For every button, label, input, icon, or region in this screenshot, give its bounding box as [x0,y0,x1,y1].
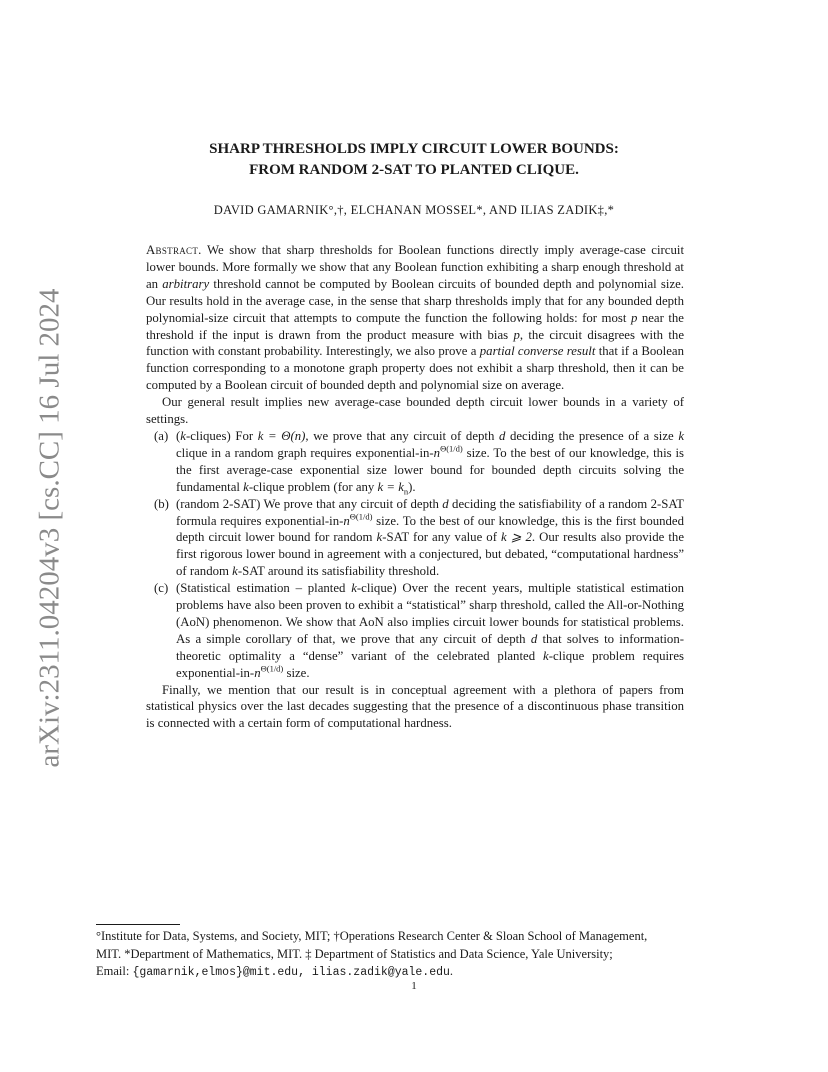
abstract-section [146,242,684,732]
footnote-email: Email: {gamarnik,elmos}@mit.edu, ilias.zadik@yale.edu. [96,964,454,979]
list-item-b: (b) (random 2-SAT) We prove that any circuit of depth d deciding the satisfiability of a random 2-SAT formula requires exponential-$in-n^{\Theta(1/d)}$ size. To the best of our knowledge, this is the first bounded depth circuit lower bound for random k-SAT for any value of k ⩾ 2. Our results also provide the first rigorous lower bound in agreement with a conjectured, but debated, “computational hardness” of random k-SAT around its satisfiability threshold. [154,496,684,579]
footnote [96,928,736,982]
title-line-2: FROM RANDOM 2-SAT TO PLANTED CLIQUE. [249,162,579,178]
author-list: DAVID GAMARNIK°,†, ELCHANAN MOSSEL*, AND ILIAS ZADIK‡,* [213,203,615,217]
list-item-a: (a) (k-cliques) For k = Θ(n), we prove that any circuit of depth d deciding the presence of a size k clique in a random graph requires exponential-$in-n^{\Theta(1/d)}$ size. To the best of our knowledge, this is the first average-case exponential size lower bound for bounded depth circuits solving the fundamental k-clique problem (for any $k = k_n$). [154,428,684,497]
footnote-line-1: °Institute for Data, Systems, and Society, MIT; †Operations Research Center & Sloan School of Management, [96,929,648,943]
abstract-paragraph: Abstract. We show that sharp thresholds for Boolean functions directly imply average-case circuit lower bounds. More formally we show that any Boolean function exhibiting a sharp enough threshold at an arbitrary threshold cannot be computed by Boolean circuits of bounded depth and polynomial size. Our results hold in the average case, in the sense that sharp thresholds imply that for any bounded depth polynomial-size circuit that attempts to compute the function the following holds: for most p near the threshold if the input is drawn from the product measure with bias p, the circuit disagrees with the function with constant probability. Interestingly, we also prove a partial converse result that if a Boolean function corresponding to a monotone graph property does not exhibit a sharp threshold, then it can be computed by a Boolean circuit of bounded depth and polynomial size on average. [146,243,684,393]
list-label-b: (b) [154,496,169,511]
email-addresses: {gamarnik,elmos}@mit.edu, ilias.zadik@yale.edu [132,966,450,979]
paragraph-final: Finally, we mention that our result is in conceptual agreement with a plethora of papers from statistical physics over the last decades suggesting that the presence of a discontinuous phase transition is connected with a certain form of computational hardness. [146,682,684,731]
footnote-line-2: MIT. *Department of Mathematics, MIT. ‡ Department of Statistics and Data Science, Yale University; [96,946,613,961]
footnote-rule [96,924,180,925]
arxiv-stamp-text: arXiv:2311.04204v3 [cs.CC] 16 Jul 2024 [33,287,66,768]
list-item-c: (c) (Statistical estimation – planted k-clique) Over the recent years, multiple statistical estimation problems have also been proven to exhibit a “statistical” sharp threshold, called the All-or-Nothing (AoN) phenomenon. We show that AoN also implies circuit lower bounds for statistical problems. As a simple corollary of that, we prove that any circuit of depth d that solves to information-theoretic optimality a “dense” variant of the celebrated planted k-clique problem requires exponential-$in-n^{\Theta(1/d)}$ size. [154,581,685,680]
arxiv-stamp [32,287,68,768]
results-list [146,428,684,682]
list-label-a: (a) [154,428,169,443]
abstract-label: Abstract. [146,243,202,257]
title-line-1: SHARP THRESHOLDS IMPLY CIRCUIT LOWER BOUNDS: [209,141,619,157]
paragraph-settings-intro: Our general result implies new average-case bounded depth circuit lower bounds in a variety of settings. [146,395,684,427]
page-number: 1 [411,980,417,992]
paper-title [0,139,828,181]
list-label-c: (c) [154,581,169,596]
